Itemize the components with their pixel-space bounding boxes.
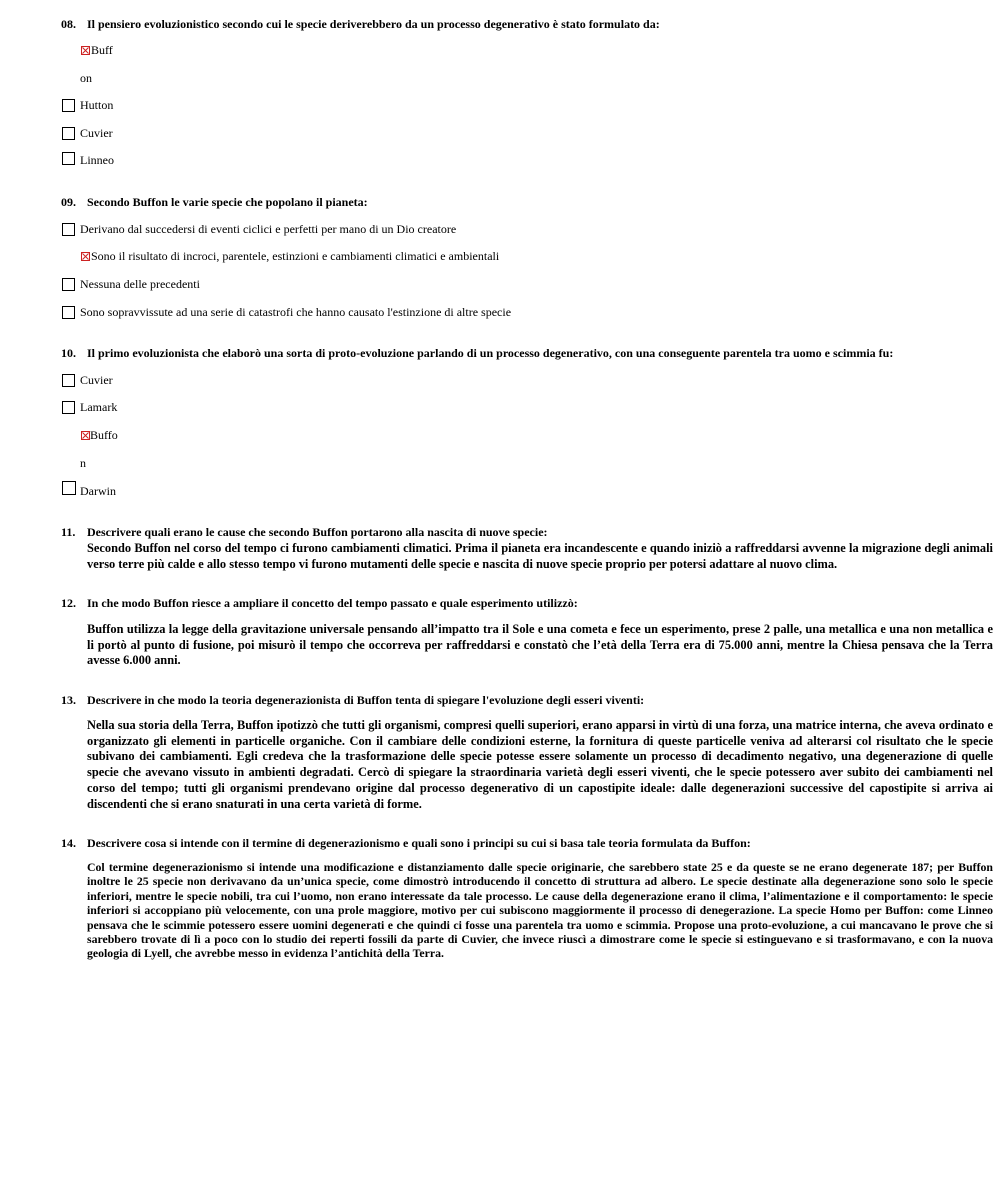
q10-opt2-checkbox[interactable] <box>62 401 75 414</box>
q10-opt3-label: Buffo <box>90 428 118 442</box>
q09-opt1-checkbox[interactable] <box>62 223 75 236</box>
q12-answer: Buffon utilizza la legge della gravitazione universale pensando all’impatto tra il Sole e una cometa e fece un esperimento, prese 2 palle, una metallica e una non metallica e li portò al punto di fusione, poi misurò il tempo che occorreva per raffreddarsi e constatò che l’età della Terra era di 75.000 anni, mentre la Chiesa pensava che la Terra avesse 6.000 anni. <box>87 622 993 668</box>
x-mark-icon <box>82 253 89 260</box>
q08-opt2-label: Hutton <box>80 98 114 112</box>
q10-opt1-checkbox[interactable] <box>62 374 75 387</box>
q09-question: Secondo Buffon le varie specie che popolano il pianeta: <box>87 195 368 209</box>
q08-opt3-checkbox[interactable] <box>62 127 75 140</box>
q10-opt2-label: Lamark <box>80 400 118 414</box>
q10-opt3-checked-checkbox[interactable] <box>81 431 90 440</box>
q08-opt4-checkbox[interactable] <box>62 152 75 165</box>
q10-opt4-checkbox[interactable] <box>62 481 76 495</box>
q12-question: In che modo Buffon riesce a ampliare il concetto del tempo passato e quale esperimento utilizzò: <box>87 596 578 610</box>
q09-opt4-label: Sono sopravvissute ad una serie di catastrofi che hanno causato l'estinzione di altre specie <box>80 305 512 319</box>
q09-opt3-label: Nessuna delle precedenti <box>80 277 200 291</box>
q09-opt4-checkbox[interactable] <box>62 306 75 319</box>
q13-question: Descrivere in che modo la teoria degenerazionista di Buffon tenta di spiegare l'evoluzione degli esseri viventi: <box>87 693 645 707</box>
q10-opt1-label: Cuvier <box>80 373 113 387</box>
q08-question: Il pensiero evoluzionistico secondo cui le specie deriverebbero da un processo degenerativo è stato formulato da: <box>87 17 660 31</box>
q11-number: 11. <box>61 525 76 539</box>
q11-question: Descrivere quali erano le cause che secondo Buffon portarono alla nascita di nuove specie: <box>87 525 548 539</box>
q08-opt1-checked-checkbox[interactable] <box>81 46 90 55</box>
q09-opt3-checkbox[interactable] <box>62 278 75 291</box>
q12-number: 12. <box>61 596 76 610</box>
q09-opt1-label: Derivano dal succedersi di eventi ciclici e perfetti per mano di un Dio creatore <box>80 222 457 236</box>
q09-number: 09. <box>61 195 76 209</box>
q09-opt2-checked-checkbox[interactable] <box>81 252 90 261</box>
q08-number: 08. <box>61 17 76 31</box>
q08-opt4-label: Linneo <box>80 153 114 167</box>
q10-question: Il primo evoluzionista che elaborò una sorta di proto-evoluzione parlando di un processo degenerativo, con una conseguente parentela tra uomo e scimmia fu: <box>87 346 894 360</box>
q08-opt1-label: Buff <box>91 43 113 57</box>
x-mark-icon <box>82 47 89 54</box>
q13-answer: Nella sua storia della Terra, Buffon ipotizzò che tutti gli organismi, compresi quelli superiori, erano apparsi in virtù di una forza, una matrice interna, che aveva ordinato e organizzato gli elementi in particelle organiche. Con il cambiare delle condizioni esterne, la fornitura di queste particelle veniva ad alterarsi col risultato che le specie subivano dei cambiamenti. Egli credeva che la trasformazione delle specie potesse essere solamente un processo di decadimento negativo, una degenerazione di quelle specie che avevano vissuto in ambienti degradati. Cercò di spiegare la straordinaria varietà degli esseri viventi, che le specie potessero aver subito dei cambiamenti nel corso del tempo; tutti gli organismi prendevano origine dal processo degenerativo di un capostipite ideale: dalle degenerazioni successive del capostipite si arriva ai discendenti che si erano snaturati in una certa varietà di forme. <box>87 718 993 811</box>
q08-opt1-label-wrap: on <box>80 71 92 85</box>
x-mark-icon <box>82 432 89 439</box>
q09-opt2-label: Sono il risultato di incroci, parentele, estinzioni e cambiamenti climatici e ambientali <box>91 249 500 263</box>
q08-opt3-label: Cuvier <box>80 126 113 140</box>
q08-opt2-checkbox[interactable] <box>62 99 75 112</box>
q11-answer: Secondo Buffon nel corso del tempo ci furono cambiamenti climatici. Prima il pianeta era incandescente e quando iniziò a raffreddarsi avvenne la migrazione degli animali verso terre più calde e allo stesso tempo vi furono mutamenti delle specie e nascita di nuove specie proprio per potersi adattare al nuovo clima. <box>87 541 993 571</box>
q10-opt4-label: Darwin <box>80 484 116 498</box>
q14-question: Descrivere cosa si intende con il termine di degenerazionismo e quali sono i principi su cui si basa tale teoria formulata da Buffon: <box>87 836 751 850</box>
q14-number: 14. <box>61 836 76 850</box>
q13-number: 13. <box>61 693 76 707</box>
q10-number: 10. <box>61 346 76 360</box>
q14-answer: Col termine degenerazionismo si intende una modificazione e distanziamento dalle specie originarie, che sarebbero state 25 e da queste se ne erano degenerate 187; per Buffon inoltre le 25 specie non derivavano da un’unica specie, come dimostrò introducendo il concetto di struttura ad albero. Le specie destinate alla degenerazione sono solo le specie inferiori, mentre le specie nobili, tra cui l’uomo, non erano interessate da tale processo. Le cause della degenerazione erano il clima, l’alimentazione e il comportamento: le specie inferiori si accoppiano più velocemente, con una prole maggiore, motivo per cui subiscono maggiormente il processo di denegerazione. La specie Homo per Buffon: come Linneo pensava che le scimmie potessero essere uomini degenerati e che quindi ci fosse una parentela tra uomo e scimmia. Propose una proto-evoluzione, a cui mancavano le prove che si sarebbero trovate di lì a poco con lo studio dei reperti fossili da parte di Cuvier, che invece riuscì a dimostrare come le specie si estinguevano e si trasformavano, e con la nuova geologia di Lyell, che avrebbe messo in evidenza l’antichità della Terra. <box>87 860 993 961</box>
q10-opt3-label-wrap: n <box>80 456 86 470</box>
